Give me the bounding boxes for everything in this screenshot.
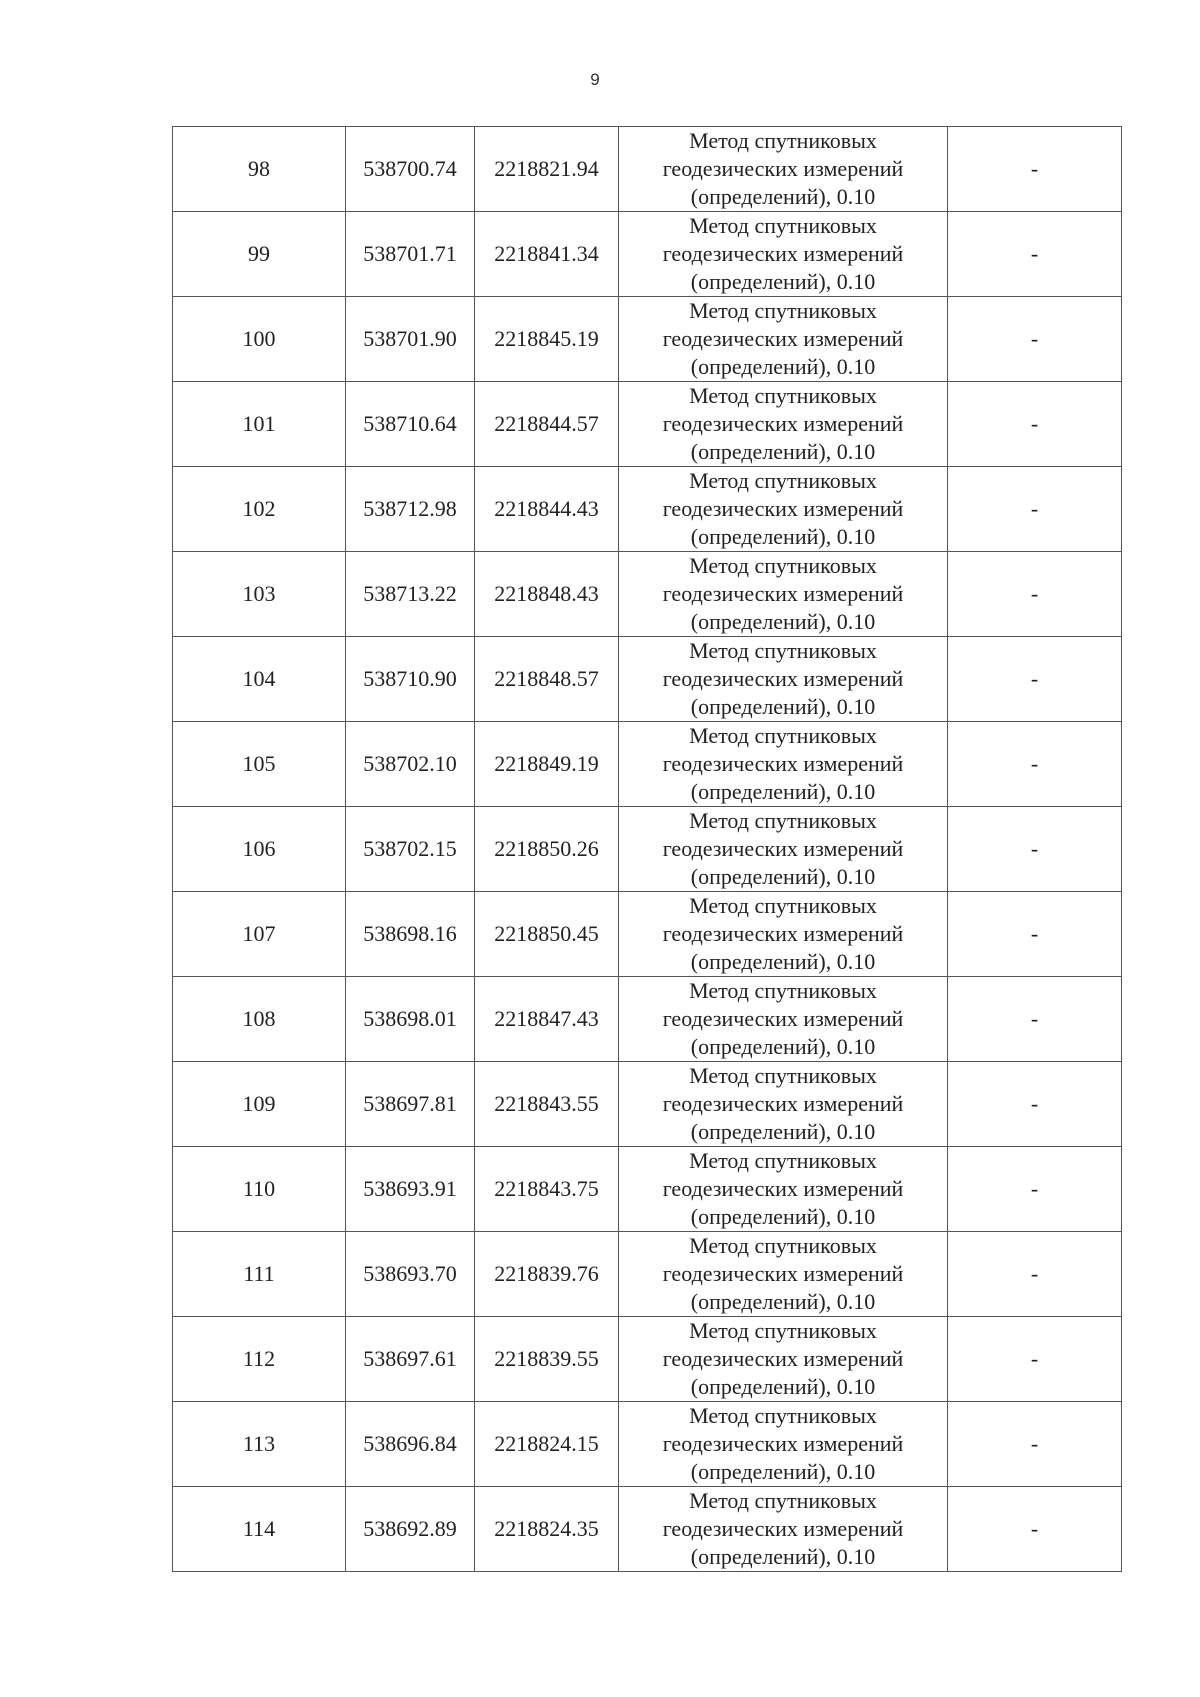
method-text-line: Метод спутниковых [689, 213, 877, 238]
method-text-line: (определений), 0.10 [690, 269, 876, 294]
method-text-line: геодезических измерений [662, 1176, 904, 1201]
point-number-cell: 101 [173, 382, 346, 467]
point-number-cell: 104 [173, 637, 346, 722]
method-text-line: (определений), 0.10 [690, 1204, 876, 1229]
table-row [173, 807, 1122, 892]
method-accuracy-cell [619, 1487, 948, 1572]
method-text-line: Метод спутниковых [689, 383, 877, 408]
x-coordinate-cell: 538702.10 [346, 722, 475, 807]
method-text-line: Метод спутниковых [689, 468, 877, 493]
method-accuracy-cell [619, 212, 948, 297]
description-cell: - [948, 127, 1122, 212]
description-cell: - [948, 467, 1122, 552]
x-coordinate-cell: 538701.90 [346, 297, 475, 382]
method-text-line: геодезических измерений [662, 1261, 904, 1286]
x-coordinate-cell: 538697.61 [346, 1317, 475, 1402]
method-text-line: Метод спутниковых [689, 1318, 877, 1343]
description-cell: - [948, 977, 1122, 1062]
coordinates-table [172, 126, 1122, 1572]
method-text-line: Метод спутниковых [689, 1403, 877, 1428]
table-row [173, 1402, 1122, 1487]
y-coordinate-cell: 2218843.75 [475, 1147, 619, 1232]
table-row [173, 1147, 1122, 1232]
method-text-line: геодезических измерений [662, 836, 904, 861]
table-row [173, 467, 1122, 552]
point-number-cell: 113 [173, 1402, 346, 1487]
x-coordinate-cell: 538698.16 [346, 892, 475, 977]
method-text-line: (определений), 0.10 [690, 694, 876, 719]
method-text-line: (определений), 0.10 [690, 439, 876, 464]
method-text-line: (определений), 0.10 [690, 1034, 876, 1059]
method-text-line: (определений), 0.10 [690, 1119, 876, 1144]
point-number-cell: 107 [173, 892, 346, 977]
y-coordinate-cell: 2218839.76 [475, 1232, 619, 1317]
method-text-line: геодезических измерений [662, 1516, 904, 1541]
point-number-cell: 100 [173, 297, 346, 382]
description-cell: - [948, 1232, 1122, 1317]
method-accuracy-cell [619, 1062, 948, 1147]
method-accuracy-cell [619, 552, 948, 637]
point-number-cell: 110 [173, 1147, 346, 1232]
method-text-line: (определений), 0.10 [690, 1544, 876, 1569]
y-coordinate-cell: 2218841.34 [475, 212, 619, 297]
method-text-line: геодезических измерений [662, 1346, 904, 1371]
method-text-line: Метод спутниковых [689, 553, 877, 578]
method-text-line: (определений), 0.10 [690, 609, 876, 634]
point-number-cell: 114 [173, 1487, 346, 1572]
method-text-line: (определений), 0.10 [690, 354, 876, 379]
x-coordinate-cell: 538697.81 [346, 1062, 475, 1147]
method-accuracy-cell [619, 467, 948, 552]
y-coordinate-cell: 2218824.15 [475, 1402, 619, 1487]
method-text-line: геодезических измерений [662, 156, 904, 181]
x-coordinate-cell: 538700.74 [346, 127, 475, 212]
method-text-line: Метод спутниковых [689, 893, 877, 918]
description-cell: - [948, 212, 1122, 297]
description-cell: - [948, 552, 1122, 637]
point-number-cell: 99 [173, 212, 346, 297]
method-text-line: Метод спутниковых [689, 723, 877, 748]
description-cell: - [948, 807, 1122, 892]
y-coordinate-cell: 2218844.57 [475, 382, 619, 467]
y-coordinate-cell: 2218850.45 [475, 892, 619, 977]
table-row [173, 297, 1122, 382]
method-text-line: геодезических измерений [662, 921, 904, 946]
description-cell: - [948, 382, 1122, 467]
x-coordinate-cell: 538710.64 [346, 382, 475, 467]
method-text-line: (определений), 0.10 [690, 1374, 876, 1399]
method-text-line: геодезических измерений [662, 241, 904, 266]
x-coordinate-cell: 538710.90 [346, 637, 475, 722]
description-cell: - [948, 637, 1122, 722]
table-row [173, 382, 1122, 467]
method-text-line: геодезических измерений [662, 1431, 904, 1456]
method-text-line: геодезических измерений [662, 1006, 904, 1031]
y-coordinate-cell: 2218850.26 [475, 807, 619, 892]
method-text-line: (определений), 0.10 [690, 524, 876, 549]
table-row [173, 1062, 1122, 1147]
method-accuracy-cell [619, 1147, 948, 1232]
method-text-line: Метод спутниковых [689, 1063, 877, 1088]
method-accuracy-cell [619, 1232, 948, 1317]
method-text-line: Метод спутниковых [689, 1148, 877, 1173]
point-number-cell: 108 [173, 977, 346, 1062]
point-number-cell: 105 [173, 722, 346, 807]
coordinates-table-body [173, 127, 1122, 1572]
y-coordinate-cell: 2218844.43 [475, 467, 619, 552]
method-text-line: геодезических измерений [662, 411, 904, 436]
method-text-line: (определений), 0.10 [690, 184, 876, 209]
y-coordinate-cell: 2218824.35 [475, 1487, 619, 1572]
description-cell: - [948, 1317, 1122, 1402]
x-coordinate-cell: 538698.01 [346, 977, 475, 1062]
x-coordinate-cell: 538693.70 [346, 1232, 475, 1317]
description-cell: - [948, 1147, 1122, 1232]
method-accuracy-cell [619, 297, 948, 382]
method-text-line: геодезических измерений [662, 666, 904, 691]
method-accuracy-cell [619, 637, 948, 722]
point-number-cell: 109 [173, 1062, 346, 1147]
method-text-line: (определений), 0.10 [690, 1459, 876, 1484]
method-text-line: геодезических измерений [662, 496, 904, 521]
method-text-line: Метод спутниковых [689, 978, 877, 1003]
method-accuracy-cell [619, 1317, 948, 1402]
table-row [173, 1487, 1122, 1572]
point-number-cell: 102 [173, 467, 346, 552]
x-coordinate-cell: 538701.71 [346, 212, 475, 297]
table-row [173, 892, 1122, 977]
point-number-cell: 103 [173, 552, 346, 637]
page-number: 9 [590, 70, 600, 89]
description-cell: - [948, 892, 1122, 977]
method-text-line: геодезических измерений [662, 751, 904, 776]
y-coordinate-cell: 2218849.19 [475, 722, 619, 807]
table-row [173, 722, 1122, 807]
method-accuracy-cell [619, 722, 948, 807]
method-text-line: (определений), 0.10 [690, 864, 876, 889]
x-coordinate-cell: 538712.98 [346, 467, 475, 552]
table-row [173, 1232, 1122, 1317]
point-number-cell: 106 [173, 807, 346, 892]
y-coordinate-cell: 2218848.57 [475, 637, 619, 722]
y-coordinate-cell: 2218847.43 [475, 977, 619, 1062]
method-accuracy-cell [619, 892, 948, 977]
method-text-line: геодезических измерений [662, 326, 904, 351]
method-text-line: Метод спутниковых [689, 128, 877, 153]
table-row [173, 1317, 1122, 1402]
method-text-line: Метод спутниковых [689, 808, 877, 833]
point-number-cell: 112 [173, 1317, 346, 1402]
method-accuracy-cell [619, 382, 948, 467]
method-accuracy-cell [619, 1402, 948, 1487]
table-row [173, 212, 1122, 297]
y-coordinate-cell: 2218848.43 [475, 552, 619, 637]
y-coordinate-cell: 2218843.55 [475, 1062, 619, 1147]
table-row [173, 637, 1122, 722]
point-number-cell: 98 [173, 127, 346, 212]
description-cell: - [948, 722, 1122, 807]
method-text-line: Метод спутниковых [689, 298, 877, 323]
x-coordinate-cell: 538713.22 [346, 552, 475, 637]
x-coordinate-cell: 538702.15 [346, 807, 475, 892]
x-coordinate-cell: 538696.84 [346, 1402, 475, 1487]
description-cell: - [948, 1062, 1122, 1147]
method-text-line: (определений), 0.10 [690, 1289, 876, 1314]
method-text-line: Метод спутниковых [689, 1488, 877, 1513]
method-accuracy-cell [619, 977, 948, 1062]
method-text-line: Метод спутниковых [689, 638, 877, 663]
y-coordinate-cell: 2218839.55 [475, 1317, 619, 1402]
description-cell: - [948, 297, 1122, 382]
method-text-line: геодезических измерений [662, 581, 904, 606]
method-accuracy-cell [619, 807, 948, 892]
y-coordinate-cell: 2218821.94 [475, 127, 619, 212]
description-cell: - [948, 1402, 1122, 1487]
table-row [173, 552, 1122, 637]
method-text-line: Метод спутниковых [689, 1233, 877, 1258]
method-accuracy-cell [619, 127, 948, 212]
x-coordinate-cell: 538693.91 [346, 1147, 475, 1232]
table-row [173, 977, 1122, 1062]
point-number-cell: 111 [173, 1232, 346, 1317]
description-cell: - [948, 1487, 1122, 1572]
method-text-line: геодезических измерений [662, 1091, 904, 1116]
y-coordinate-cell: 2218845.19 [475, 297, 619, 382]
table-row [173, 127, 1122, 212]
method-text-line: (определений), 0.10 [690, 779, 876, 804]
method-text-line: (определений), 0.10 [690, 949, 876, 974]
x-coordinate-cell: 538692.89 [346, 1487, 475, 1572]
